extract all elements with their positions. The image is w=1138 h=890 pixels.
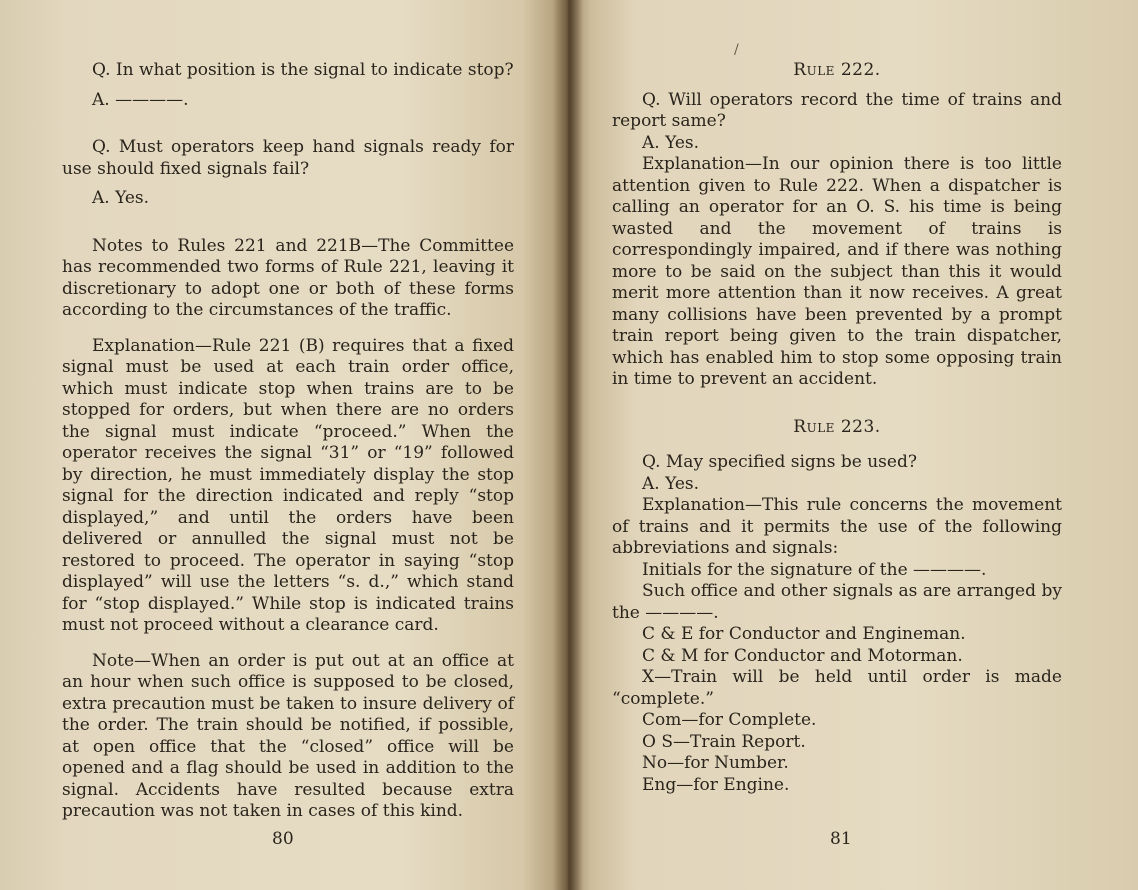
- rule-223-heading: Rule 223.: [793, 416, 881, 437]
- answer-yes-223: A. Yes.: [642, 473, 700, 494]
- answer-yes-222: A. Yes.: [642, 132, 700, 153]
- book-gutter: [553, 0, 583, 890]
- explanation-rule-223: Explanation—This rule concerns the movement of trains and it permits the use of the following abbreviations and signals:: [612, 495, 1062, 558]
- right-page: [568, 0, 1138, 890]
- abbrev-com: Com—for Complete.: [642, 710, 817, 730]
- note-closed-office: Note—When an order is put out at an office at an hour when such office is supposed to be closed, extra precaution must be taken to insure delivery of the order. The train should be notified, if possible, at open office that the “closed” office will be opened and a flag should be used in addition to the signal. Accidents have resulted because extra precaution was not taken in cases of this kind.: [62, 650, 514, 821]
- abbrev-office-signals: Such office and other signals as are arranged by the ————.: [612, 581, 1062, 623]
- question-specified-signs: Q. May specified signs be used?: [642, 452, 917, 472]
- page-number-right: 81: [830, 829, 852, 849]
- question-stop-position: Q. In what position is the signal to indicate stop?: [92, 60, 514, 80]
- rule-222-heading: Rule 222.: [793, 60, 881, 80]
- pencil-mark: /: [734, 42, 739, 58]
- explanation-rule-221b: Explanation—Rule 221 (B) requires that a fixed signal must be used at each train order office, which must indicate stop when trains are to be stopped for orders, but when there are no orders the signal must indicate “proceed.” When the operator receives the signal “31” or “19” followed by direction, he must immediately display the stop signal for the direction indicated and reply “stop displayed,” and until the orders have been delivered or annulled the signal must not be restored to proceed. The operator in saying “stop displayed” will use the letters “s. d.,” which stand for “stop displayed.” While stop is indicated trains must not proceed without a clearance card.: [62, 335, 514, 635]
- abbrev-x: X—Train will be held until order is made “complete.”: [612, 667, 1062, 709]
- answer-yes: A. Yes.: [92, 188, 150, 208]
- notes-rules-221: Notes to Rules 221 and 221B—The Committee has recommended two forms of Rule 221, leaving it discretionary to adopt one or both of these forms according to the circumstances of the traffic.: [62, 235, 514, 320]
- question-record-time: Q. Will operators record the time of trains and report same?: [612, 89, 1062, 131]
- page-number-left: 80: [272, 829, 294, 849]
- left-page: [0, 0, 568, 890]
- abbrev-no: No—for Number.: [642, 753, 789, 773]
- abbrev-os: O S—Train Report.: [642, 731, 806, 752]
- explanation-rule-222: Explanation—In our opinion there is too little attention given to Rule 222. When a dispatcher is calling an operator for an O. S. his time is being wasted and the movement of trains is correspondingly impaired, and if there was nothing more to be said on the subject than this it would merit more attention than it now receives. A great many collisions have been prevented by a prompt train report being given to the train dispatcher, which has enabled him to stop some opposing train in time to prevent an accident.: [612, 154, 1062, 389]
- right-page-text: [612, 60, 1062, 796]
- answer-blank: A. ————.: [92, 89, 189, 110]
- abbrev-initials: Initials for the signature of the ————.: [642, 559, 987, 580]
- abbrev-c-and-m: C & M for Conductor and Motorman.: [642, 645, 963, 666]
- abbrev-c-and-e: C & E for Conductor and Engineman.: [642, 624, 966, 644]
- left-page-text: [62, 60, 514, 823]
- abbrev-eng: Eng—for Engine.: [642, 774, 790, 795]
- question-hand-signals: Q. Must operators keep hand signals ready for use should fixed signals fail?: [62, 137, 514, 179]
